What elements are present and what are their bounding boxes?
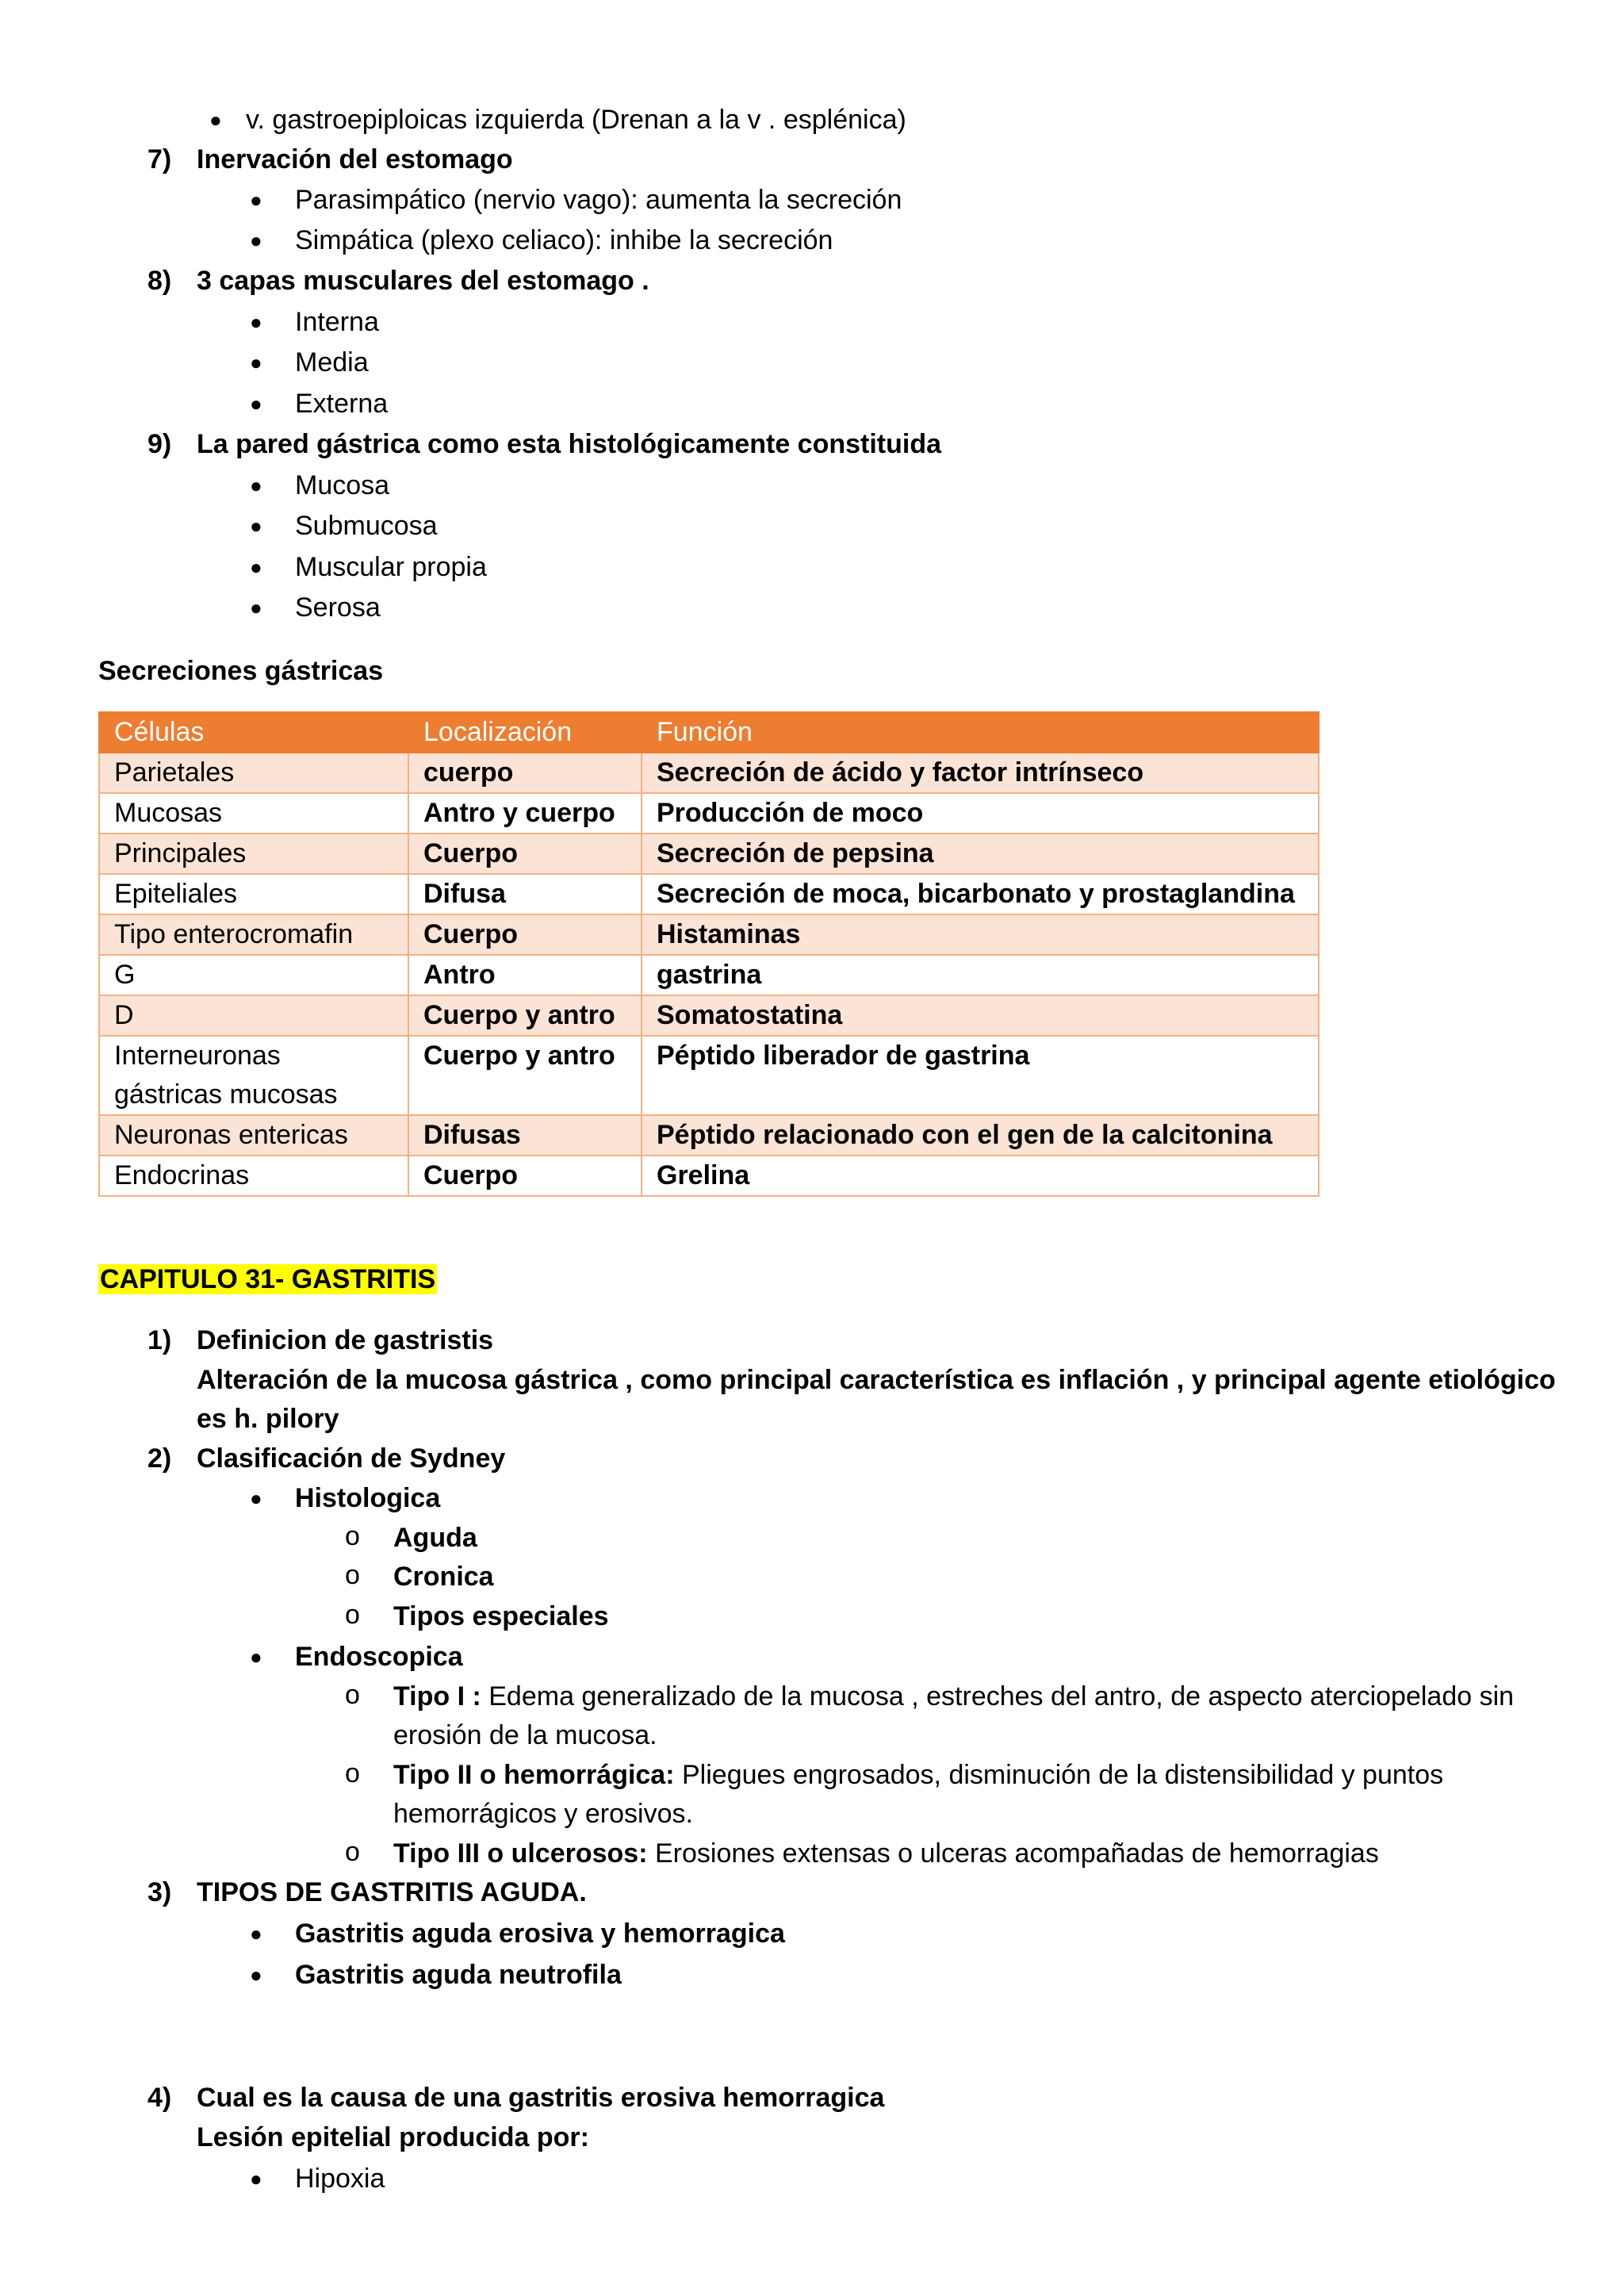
- table-cell: Cuerpo: [408, 1156, 642, 1196]
- table-row: [99, 1036, 1319, 1115]
- sub-list-item: o Aguda: [393, 1518, 477, 1558]
- secretions-table: [98, 711, 1320, 1197]
- sub-list-item: o Tipo I : Edema generalizado de la mucosa , estreches del antro, de aspecto aterciopelado sin: [393, 1677, 1514, 1716]
- chapter-title: CAPITULO 31- GASTRITIS: [100, 1264, 436, 1294]
- circle-bullet-icon: o: [345, 1758, 360, 1788]
- bullet-icon: ●: [250, 1645, 262, 1669]
- section-heading: Secreciones gástricas: [98, 656, 384, 686]
- sub-list-item: o Tipo II o hemorrágica: Pliegues engrosados, disminución de la distensibilidad y puntos: [393, 1755, 1443, 1795]
- circle-bullet-icon: o: [345, 1560, 360, 1590]
- question-3: 3) TIPOS DE GASTRITIS AGUDA.: [147, 1877, 587, 1907]
- sub-list-item-continuation: erosión de la mucosa.: [393, 1720, 657, 1750]
- table-cell: Secreción de moca, bicarbonato y prostaglandina: [642, 874, 1319, 914]
- bullet-icon: ●: [250, 392, 262, 416]
- sub-list-item: o Cronica: [393, 1557, 494, 1596]
- list-item: ● Interna: [295, 302, 379, 342]
- table-cell: Cuerpo: [408, 834, 642, 874]
- circle-bullet-icon: o: [345, 1837, 360, 1867]
- bullet-icon: ●: [250, 555, 262, 579]
- list-item: ● Gastritis aguda neutrofila: [295, 1955, 622, 1995]
- table-cell: G: [99, 955, 408, 995]
- definition-text: es h. pilory: [197, 1404, 339, 1434]
- table-cell: Secreción de pepsina: [642, 834, 1319, 874]
- table-cell: Somatostatina: [642, 995, 1319, 1036]
- table-cell: Cuerpo y antro: [408, 1036, 642, 1115]
- table-cell: Difusa: [408, 874, 642, 914]
- table-cell: Principales: [99, 834, 408, 874]
- table-row: [99, 914, 1319, 955]
- table-cell: Péptido liberador de gastrina: [642, 1036, 1319, 1115]
- question-8: 8) 3 capas musculares del estomago .: [147, 266, 649, 296]
- list-item: ● Hipoxia: [295, 2159, 385, 2198]
- bullet-icon: ●: [209, 108, 222, 132]
- table-cell: Cuerpo y antro: [408, 995, 642, 1036]
- bullet-icon: ●: [250, 1963, 262, 1987]
- table-row: [99, 1156, 1319, 1196]
- column-header: Función: [642, 712, 1319, 753]
- list-item: ● v. gastroepiploicas izquierda (Drenan a la v . esplénica): [246, 100, 906, 140]
- question-7: 7) Inervación del estomago: [147, 144, 513, 174]
- table-row: [99, 793, 1319, 834]
- list-item: ● Gastritis aguda erosiva y hemorragica: [295, 1914, 785, 1953]
- table-cell: gastrina: [642, 955, 1319, 995]
- list-item: ● Serosa: [295, 588, 381, 627]
- table-cell: Producción de moco: [642, 793, 1319, 834]
- table-row: [99, 874, 1319, 914]
- definition-text: Alteración de la mucosa gástrica , como principal característica es inflación , y principal agente etiológico: [197, 1365, 1556, 1395]
- table-cell: Antro y cuerpo: [408, 793, 642, 834]
- bullet-icon: ●: [250, 1922, 262, 1945]
- list-item: ● Externa: [295, 384, 388, 424]
- table-cell: Histaminas: [642, 914, 1319, 955]
- table-cell: Péptido relacionado con el gen de la calcitonina: [642, 1115, 1319, 1156]
- table-cell: Interneuronas gástricas mucosas: [99, 1036, 408, 1115]
- circle-bullet-icon: o: [345, 1521, 360, 1551]
- bullet-icon: ●: [250, 351, 262, 374]
- sub-list-item-continuation: hemorrágicos y erosivos.: [393, 1799, 693, 1829]
- table-cell: Antro: [408, 955, 642, 995]
- table-cell: Difusas: [408, 1115, 642, 1156]
- list-item: ● Endoscopica: [295, 1637, 463, 1677]
- table-cell: Mucosas: [99, 793, 408, 834]
- bullet-icon: ●: [250, 228, 262, 252]
- bullet-icon: ●: [250, 310, 262, 334]
- table-row: [99, 955, 1319, 995]
- table-cell: Epiteliales: [99, 874, 408, 914]
- question-4: 4) Cual es la causa de una gastritis erosiva hemorragica: [147, 2083, 885, 2113]
- list-item: ● Submucosa: [295, 506, 438, 546]
- table-cell: Tipo enterocromafin: [99, 914, 408, 955]
- sub-list-item: o Tipos especiales: [393, 1596, 609, 1636]
- bullet-icon: ●: [250, 473, 262, 497]
- table-cell: Neuronas entericas: [99, 1115, 408, 1156]
- bullet-icon: ●: [250, 1486, 262, 1510]
- table-cell: Grelina: [642, 1156, 1319, 1196]
- table-row: [99, 753, 1319, 793]
- table-row: [99, 1115, 1319, 1156]
- table-cell: Parietales: [99, 753, 408, 793]
- list-item: ● Mucosa: [295, 466, 389, 505]
- table-cell: Secreción de ácido y factor intrínseco: [642, 753, 1319, 793]
- bullet-icon: ●: [250, 188, 262, 212]
- sub-heading: Lesión epitelial producida por:: [197, 2122, 589, 2152]
- list-item: ● Muscular propia: [295, 547, 487, 587]
- sub-list-item: o Tipo III o ulcerosos: Erosiones extensas o ulceras acompañadas de hemorragias: [393, 1834, 1379, 1873]
- table-row: [99, 834, 1319, 874]
- bullet-icon: ●: [250, 596, 262, 619]
- bullet-icon: ●: [250, 2167, 262, 2191]
- column-header: Células: [99, 712, 408, 753]
- list-item: ● Parasimpático (nervio vago): aumenta la secreción: [295, 180, 902, 220]
- list-item: ● Media: [295, 343, 369, 382]
- table-header-row: [99, 712, 1319, 753]
- column-header: Localización: [408, 712, 642, 753]
- circle-bullet-icon: o: [345, 1680, 360, 1710]
- table-row: [99, 995, 1319, 1036]
- bullet-icon: ●: [250, 514, 262, 538]
- question-2: 2) Clasificación de Sydney: [147, 1443, 506, 1474]
- list-item: ● Histologica: [295, 1478, 440, 1518]
- table-cell: Endocrinas: [99, 1156, 408, 1196]
- question-9: 9) La pared gástrica como esta histológicamente constituida: [147, 429, 942, 459]
- table-cell: Cuerpo: [408, 914, 642, 955]
- table-cell: D: [99, 995, 408, 1036]
- question-1: 1) Definicion de gastristis: [147, 1325, 494, 1355]
- circle-bullet-icon: o: [345, 1600, 360, 1630]
- table-cell: cuerpo: [408, 753, 642, 793]
- list-item: ● Simpática (plexo celiaco): inhibe la secreción: [295, 220, 833, 260]
